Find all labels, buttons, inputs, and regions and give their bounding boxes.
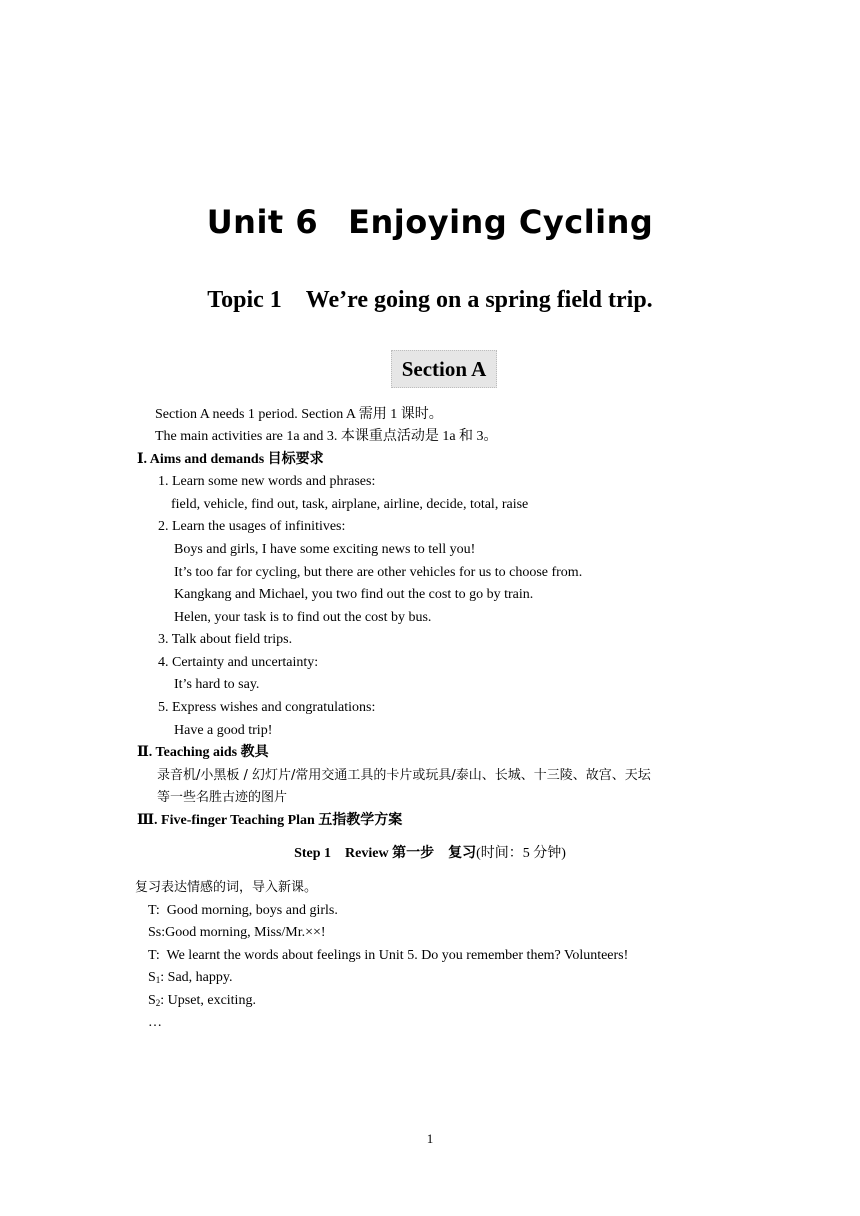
- aim-detail: Helen, your task is to find out the cost by bus.: [174, 610, 432, 625]
- dialog-speaker-number: 1: [155, 975, 161, 985]
- topic-title: [0, 287, 860, 314]
- aim-detail: field, vehicle, find out, task, airplane, airline, decide, total, raise: [171, 497, 529, 512]
- step-title: Review 第一步 复习: [345, 846, 477, 861]
- aim-detail: Boys and girls, I have some exciting news to tell you!: [174, 542, 476, 557]
- topic-label: Topic 1: [207, 287, 282, 313]
- dialog-line: [148, 902, 338, 920]
- dialog-text: Good morning, Miss/Mr.××!: [165, 925, 326, 940]
- page-number: 1: [426, 1131, 434, 1146]
- dialog-speaker: S: [148, 993, 156, 1008]
- plan-heading: Ⅲ. Five-finger Teaching Plan 五指教学方案: [137, 813, 403, 828]
- step-time: (时间：5 分钟): [476, 846, 566, 861]
- dialog-line: [148, 947, 628, 965]
- dialog-ellipsis: …: [148, 1015, 162, 1030]
- dialog-text: : Upset, exciting.: [160, 993, 256, 1008]
- dialog-line: [148, 992, 256, 1012]
- dialog-speaker: Ss:: [148, 925, 166, 940]
- unit-title: [0, 203, 860, 241]
- aim-item: 1. Learn some new words and phrases:: [158, 474, 376, 489]
- dialog-speaker: T:: [148, 948, 160, 963]
- dialog-line: [148, 924, 326, 942]
- dialog-text: Good morning, boys and girls.: [166, 903, 338, 918]
- intro-period: Section A needs 1 period. Section A 需用 1 课时。: [155, 407, 443, 422]
- unit-name: Enjoying Cycling: [348, 203, 654, 241]
- intro-activities: The main activities are 1a and 3. 本课重点活动是 1a 和 3。: [155, 429, 498, 444]
- dialog-speaker-number: 2: [155, 998, 161, 1008]
- aim-item: 4. Certainty and uncertainty:: [158, 655, 319, 670]
- step-label: Step 1: [294, 846, 332, 861]
- aids-heading: Ⅱ. Teaching aids 教具: [137, 745, 269, 760]
- dialog-speaker: T:: [148, 903, 160, 918]
- topic-name: We’re going on a spring field trip.: [305, 287, 653, 313]
- aim-item: 5. Express wishes and congratulations:: [158, 700, 376, 715]
- aim-detail: It’s hard to say.: [174, 677, 260, 692]
- aids-line: 录音机/小黑板 / 幻灯片/常用交通工具的卡片或玩具/泰山、长城、十三陵、故宫、天坛: [157, 768, 651, 783]
- step-heading: [0, 845, 860, 863]
- dialog-line: [148, 969, 233, 989]
- step-intro: 复习表达情感的词，导入新课。: [135, 880, 318, 895]
- aim-item: 2. Learn the usages of infinitives:: [158, 519, 346, 534]
- aim-detail: Have a good trip!: [174, 723, 273, 738]
- aim-detail: Kangkang and Michael, you two find out the cost to go by train.: [174, 587, 534, 602]
- dialog-text: We learnt the words about feelings in Unit 5. Do you remember them? Volunteers!: [166, 948, 629, 963]
- dialog-speaker: S: [148, 970, 156, 985]
- aim-detail: It’s too far for cycling, but there are other vehicles for us to choose from.: [174, 565, 583, 580]
- section-heading: Section A: [391, 350, 497, 388]
- aids-line: 等一些名胜古迹的图片: [157, 790, 288, 805]
- aims-heading: Ⅰ. Aims and demands 目标要求: [137, 452, 324, 467]
- aim-item: 3. Talk about field trips.: [158, 632, 293, 647]
- unit-label: Unit 6: [206, 203, 319, 241]
- dialog-text: : Sad, happy.: [160, 970, 233, 985]
